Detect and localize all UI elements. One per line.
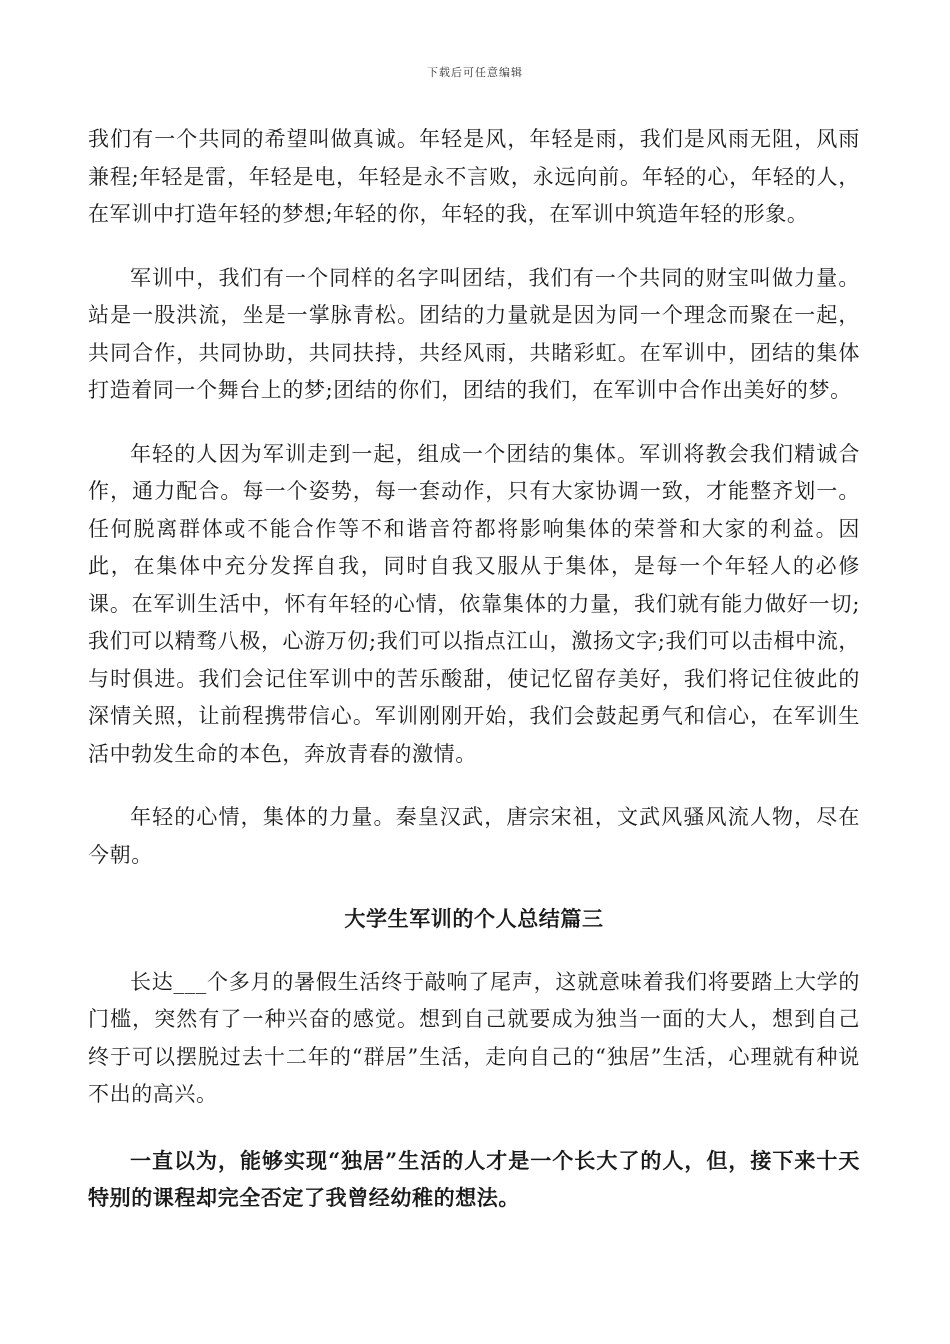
page-header-note: 下载后可任意编辑 (427, 66, 523, 79)
paragraph-living-alone: 一直以为，能够实现“独居”生活的人才是一个长大了的人，但，接下来十天特别的课程却完全否定了我曾经幼稚的想法。 (88, 1147, 860, 1210)
paragraph-collective-cooperation: 年轻的人因为军训走到一起，组成一个团结的集体。军训将教会我们精诚合作，通力配合。每一个姿势，每一套动作，只有大家协调一致，才能整齐划一。任何脱离群体或不能合作等不和谐音符都将影响集体的荣誉和大家的利益。因此，在集体中充分发挥自我，同时自我又服从于集体，是每一个年轻人的必修课。在军训生活中，怀有年轻的心情，依靠集体的力量，我们就有能力做好一切;我们可以精骛八极，心游万仞;我们可以指点江山，激扬文字;我们可以击楫中流，与时俱进。我们会记住军训中的苦乐酸甜，使记忆留存美好，我们将记住彼此的深情关照，让前程携带信心。军训刚刚开始，我们会鼓起勇气和信心，在军训生活中勃发生命的本色，奔放青春的激情。 (88, 441, 860, 766)
paragraph-unity-strength: 军训中，我们有一个同样的名字叫团结，我们有一个共同的财宝叫做力量。站是一股洪流，坐是一掌脉青松。团结的力量就是因为同一个理念而聚在一起，共同合作，共同协助，共同扶持，共经风雨，共睹彩虹。在军训中，团结的集体打造着同一个舞台上的梦;团结的你们，团结的我们，在军训中合作出美好的梦。 (88, 265, 860, 402)
paragraph-youth-sincerity: 我们有一个共同的希望叫做真诚。年轻是风，年轻是雨，我们是风雨无阻，风雨兼程;年轻是雷，年轻是电，年轻是永不言败，永远向前。年轻的心，年轻的人，在军训中打造年轻的梦想;年轻的你，年轻的我，在军训中筑造年轻的形象。 (88, 127, 860, 226)
paragraph-summer-end: 长达___个多月的暑假生活终于敲响了尾声，这就意味着我们将要踏上大学的门槛，突然有了一种兴奋的感觉。想到自己就要成为独当一面的大人，想到自己终于可以摆脱过去十二年的“群居”生活，走向自己的“独居”生活，心理就有种说不出的高兴。 (88, 969, 860, 1106)
section-title: 大学生军训的个人总结篇三 (344, 906, 604, 931)
document-body (88, 121, 860, 1217)
paragraph-youth-collective: 年轻的心情，集体的力量。秦皇汉武，唐宗宋祖，文武风骚风流人物，尽在今朝。 (88, 805, 860, 867)
